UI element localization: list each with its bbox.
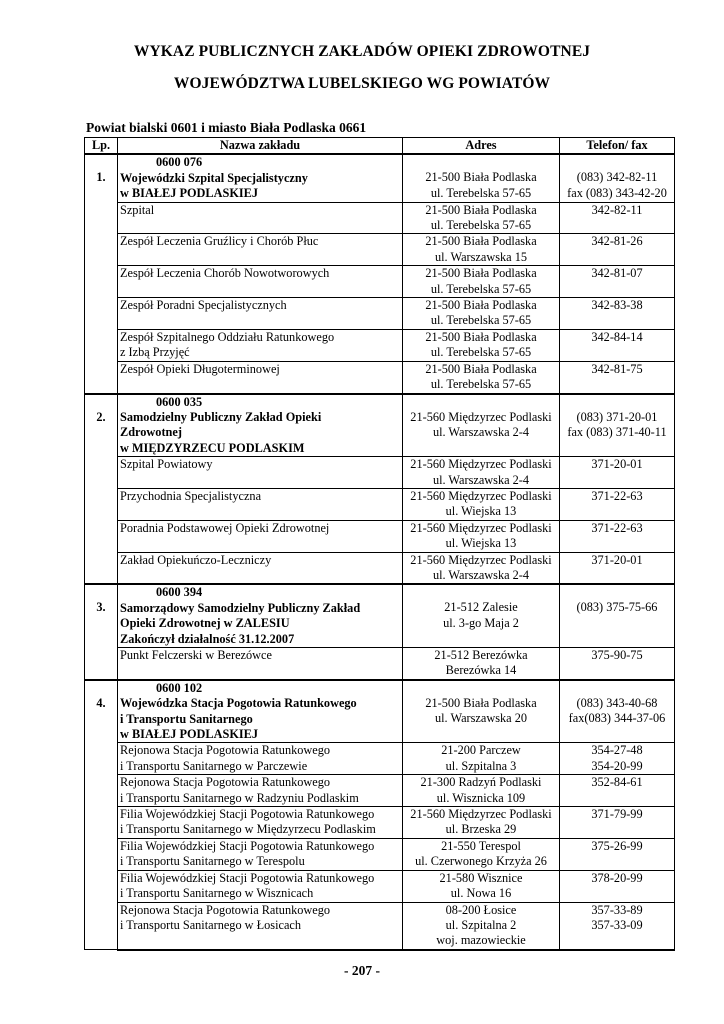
facility-phone-block	[562, 681, 672, 727]
unit-phone	[560, 743, 675, 775]
unit-name	[118, 902, 403, 950]
unit-address	[403, 743, 560, 775]
text-line: Zespół Opieki Długoterminowej	[120, 361, 280, 376]
text-line: i Transportu Sanitarnego w Radzyniu Podlaskim	[120, 790, 359, 805]
facility-address-block	[405, 585, 557, 631]
document-title-line2: WOJEWÓDZTWA LUBELSKIEGO WG POWIATÓW	[173, 75, 551, 92]
text-line: 21-550 Terespol	[441, 838, 521, 853]
text-line: 342-84-14	[591, 329, 643, 344]
table-body	[85, 154, 675, 949]
text-line: Zespół Leczenia Gruźlicy i Chorób Płuc	[120, 234, 319, 249]
text-line: ul. Terebelska 57-65	[430, 281, 532, 296]
document-title-line1: WYKAZ PUBLICZNYCH ZAKŁADÓW OPIEKI ZDROWOTNEJ	[133, 43, 591, 60]
text-line: 21-512 Zalesie	[444, 600, 518, 615]
unit-phone	[560, 457, 675, 489]
facility-address-block	[405, 155, 557, 201]
text-line: 21-500 Biała Podlaska	[425, 361, 537, 376]
facility-name	[118, 154, 403, 202]
facility-row	[85, 584, 675, 647]
text-line: Wojewódzka Stacja Pogotowia Ratunkowego	[120, 696, 357, 711]
unit-name	[118, 329, 403, 361]
unit-address	[403, 902, 560, 950]
unit-address	[403, 234, 560, 266]
text-line: i Transportu Sanitarnego w Terespolu	[120, 854, 305, 869]
unit-name	[118, 361, 403, 393]
text-line: 21-500 Biała Podlaska	[425, 695, 537, 710]
text-line: i Transportu Sanitarnego w Parczewie	[120, 758, 308, 773]
unit-row	[85, 361, 675, 393]
text-line: Opieki Zdrowotnej w ZALESIU	[120, 616, 290, 631]
text-line: 21-500 Biała Podlaska	[425, 329, 537, 344]
text-line: 342-81-07	[591, 266, 643, 281]
text-line: ul. Terebelska 57-65	[430, 185, 532, 200]
unit-row	[85, 266, 675, 298]
text-line: 21-500 Biała Podlaska	[425, 170, 537, 185]
facility-address-block	[405, 395, 557, 441]
unit-phone	[560, 648, 675, 680]
text-line: Zespół Szpitalnego Oddziału Ratunkowego	[120, 329, 335, 344]
table-header-row	[85, 138, 675, 155]
unit-name	[118, 457, 403, 489]
text-line: Rejonowa Stacja Pogotowia Ratunkowego	[120, 902, 331, 917]
unit-address	[403, 329, 560, 361]
text-line: fax (083) 343-42-20	[567, 185, 667, 200]
text-line: 371-20-01	[591, 552, 643, 567]
text-line: i Transportu Sanitarnego	[120, 711, 253, 726]
text-line: woj. mazowieckie	[436, 933, 526, 948]
facility-address	[403, 584, 560, 647]
facility-number	[85, 394, 118, 585]
unit-name	[118, 552, 403, 584]
text-line: i Transportu Sanitarnego w Międzyrzecu Podlaskim	[120, 822, 376, 837]
text-line: ul. Warszawska 2-4	[432, 567, 530, 582]
text-line: 21-500 Biała Podlaska	[425, 234, 537, 249]
facility-phone	[560, 584, 675, 647]
text-line: Samodzielny Publiczny Zakład Opieki	[120, 409, 322, 424]
unit-address	[403, 457, 560, 489]
unit-name	[118, 298, 403, 330]
text-line: Samorządowy Samodzielny Publiczny Zakład	[120, 600, 361, 615]
text-line: ul. Czerwonego Krzyża 26	[415, 854, 547, 869]
unit-phone	[560, 266, 675, 298]
unit-phone	[560, 488, 675, 520]
facility-row	[85, 154, 675, 202]
unit-row	[85, 329, 675, 361]
text-line: 371-22-63	[591, 488, 643, 503]
text-line: Przychodnia Specjalistyczna	[120, 488, 262, 503]
text-line: ul. Wiejska 13	[445, 536, 517, 551]
unit-phone	[560, 361, 675, 393]
facility-phone	[560, 680, 675, 743]
unit-row	[85, 902, 675, 950]
unit-row	[85, 520, 675, 552]
text-line: 21-560 Międzyrzec Podlaski	[410, 457, 552, 472]
text-line: 21-580 Wisznice	[439, 870, 523, 885]
unit-row	[85, 775, 675, 807]
unit-row	[85, 457, 675, 489]
text-line: 21-560 Międzyrzec Podlaski	[410, 409, 552, 424]
unit-name	[118, 743, 403, 775]
unit-address	[403, 520, 560, 552]
text-line: Szpital Powiatowy	[120, 457, 213, 472]
header-lp: Lp.	[85, 138, 118, 155]
unit-phone	[560, 902, 675, 950]
section-subtitle: Powiat bialski 0601 i miasto Biała Podlaska 0661	[86, 120, 367, 135]
facilities-table	[84, 137, 675, 951]
unit-address	[403, 552, 560, 584]
facility-phone	[560, 394, 675, 457]
text-line: 21-560 Międzyrzec Podlaski	[410, 807, 552, 822]
text-line: Filia Wojewódzkiej Stacji Pogotowia Ratunkowego	[120, 807, 375, 822]
text-line: Filia Wojewódzkiej Stacji Pogotowia Ratunkowego	[120, 838, 375, 853]
text-line: fax (083) 371-40-11	[567, 424, 667, 439]
text-line: Rejonowa Stacja Pogotowia Ratunkowego	[120, 775, 331, 790]
facility-number	[85, 584, 118, 679]
text-line: 342-82-11	[591, 202, 643, 217]
facility-code: 0600 102	[156, 680, 203, 695]
text-line: ul. Terebelska 57-65	[430, 377, 532, 392]
text-line: Punkt Felczerski w Berezówce	[120, 648, 272, 662]
unit-name	[118, 202, 403, 234]
facility-row	[85, 680, 675, 743]
unit-address	[403, 298, 560, 330]
text-line: 371-79-99	[591, 807, 643, 822]
text-line: Zdrowotnej	[120, 425, 182, 440]
unit-phone	[560, 807, 675, 839]
text-line: ul. Terebelska 57-65	[430, 345, 532, 360]
facility-phone-block	[562, 155, 672, 201]
text-line: ul. Szpitalna 2	[445, 917, 517, 932]
unit-phone	[560, 234, 675, 266]
unit-phone	[560, 552, 675, 584]
text-line: i Transportu Sanitarnego w Łosicach	[120, 917, 302, 932]
text-line: ul. Szpitalna 3	[445, 758, 517, 773]
text-line: ul. Wiejska 13	[445, 504, 517, 519]
text-line: i Transportu Sanitarnego w Wisznicach	[120, 886, 314, 901]
text-line: ul. Warszawska 2-4	[432, 472, 530, 487]
text-line: 371-20-01	[591, 457, 643, 472]
facility-phone	[560, 154, 675, 202]
text-line: ul. Warszawska 20	[434, 711, 527, 726]
text-line: 357-33-89	[591, 902, 643, 917]
text-line: (083) 342-82-11	[576, 170, 658, 185]
text-line: Zakład Opiekuńczo-Leczniczy	[120, 552, 272, 567]
text-line: w BIAŁEJ PODLASKIEJ	[120, 727, 259, 742]
header-address: Adres	[403, 138, 560, 155]
facility-phone-block	[562, 585, 672, 615]
text-line: 08-200 Łosice	[445, 902, 517, 917]
text-line: Zespół Poradni Specjalistycznych	[120, 298, 287, 313]
text-line: ul. Terebelska 57-65	[430, 313, 532, 328]
text-line: 357-33-09	[591, 917, 643, 932]
header-name: Nazwa zakładu	[118, 138, 403, 155]
text-line: Filia Wojewódzkiej Stacji Pogotowia Ratunkowego	[120, 870, 375, 885]
unit-address	[403, 838, 560, 870]
facility-address	[403, 154, 560, 202]
text-line: 21-560 Międzyrzec Podlaski	[410, 488, 552, 503]
facility-number-text: 3.	[96, 600, 106, 615]
text-line: 21-300 Radzyń Podlaski	[420, 775, 542, 790]
text-line: Berezówka 14	[445, 663, 517, 678]
text-line: 21-560 Międzyrzec Podlaski	[410, 552, 552, 567]
unit-row	[85, 870, 675, 902]
unit-phone	[560, 838, 675, 870]
text-line: Rejonowa Stacja Pogotowia Ratunkowego	[120, 743, 331, 758]
unit-name	[118, 775, 403, 807]
facility-code: 0600 394	[156, 585, 203, 600]
unit-row	[85, 807, 675, 839]
text-line: (083) 371-20-01	[576, 409, 658, 424]
text-line: Szpital	[120, 202, 155, 217]
facility-address-block	[405, 681, 557, 727]
text-line: (083) 375-75-66	[576, 600, 658, 615]
text-line: 21-560 Międzyrzec Podlaski	[410, 520, 552, 535]
facility-number	[85, 680, 118, 950]
text-line: ul. Warszawska 15	[434, 249, 527, 264]
text-line: Wojewódzki Szpital Specjalistyczny	[120, 170, 308, 185]
facility-number-text: 4.	[96, 695, 106, 710]
unit-phone	[560, 520, 675, 552]
unit-address	[403, 488, 560, 520]
text-line: Zespół Leczenia Chorób Nowotworowych	[120, 266, 330, 281]
text-line: ul. Warszawska 2-4	[432, 424, 530, 439]
text-line: ul. Brzeska 29	[445, 822, 517, 837]
facility-number-text: 1.	[96, 170, 106, 185]
text-line: ul. Terebelska 57-65	[430, 218, 532, 233]
unit-name	[118, 807, 403, 839]
text-line: w MIĘDZYRZECU PODLASKIM	[120, 440, 305, 455]
text-line: z Izbą Przyjęć	[120, 345, 190, 360]
text-line: 21-500 Biała Podlaska	[425, 202, 537, 217]
facility-name	[118, 584, 403, 647]
text-line: (083) 343-40-68	[576, 695, 658, 710]
unit-row	[85, 488, 675, 520]
unit-phone	[560, 329, 675, 361]
text-line: 354-20-99	[591, 758, 643, 773]
header-phone: Telefon/ fax	[560, 138, 675, 155]
unit-address	[403, 807, 560, 839]
text-line: 342-83-38	[591, 298, 643, 313]
unit-phone	[560, 775, 675, 807]
facility-code: 0600 035	[156, 394, 203, 409]
text-line: fax(083) 344-37-06	[568, 711, 666, 726]
facility-row	[85, 394, 675, 457]
unit-name	[118, 648, 403, 680]
unit-phone	[560, 298, 675, 330]
unit-name	[118, 838, 403, 870]
unit-row	[85, 552, 675, 584]
text-line: w BIAŁEJ PODLASKIEJ	[120, 186, 259, 201]
text-line: 378-20-99	[591, 870, 643, 885]
text-line: 352-84-61	[591, 775, 643, 790]
unit-address	[403, 266, 560, 298]
unit-address	[403, 870, 560, 902]
unit-address	[403, 202, 560, 234]
unit-address	[403, 648, 560, 680]
unit-name	[118, 234, 403, 266]
text-line: 21-500 Biała Podlaska	[425, 298, 537, 313]
text-line: Zakończył działalność 31.12.2007	[120, 631, 295, 646]
facility-name	[118, 394, 403, 457]
unit-row	[85, 202, 675, 234]
text-line: Poradnia Podstawowej Opieki Zdrowotnej	[120, 520, 330, 535]
facility-address	[403, 680, 560, 743]
facility-phone-block	[562, 395, 672, 441]
unit-row	[85, 743, 675, 775]
text-line: 354-27-48	[591, 743, 643, 758]
text-line: 375-26-99	[591, 838, 643, 853]
unit-address	[403, 775, 560, 807]
facility-code: 0600 076	[156, 155, 203, 170]
text-line: 21-200 Parczew	[441, 743, 521, 758]
facility-address	[403, 394, 560, 457]
unit-row	[85, 648, 675, 680]
unit-name	[118, 870, 403, 902]
text-line: 21-512 Berezówka	[434, 648, 528, 662]
text-line: ul. Nowa 16	[450, 886, 512, 901]
unit-phone	[560, 202, 675, 234]
unit-row	[85, 298, 675, 330]
facility-name	[118, 680, 403, 743]
text-line: ul. Wisznicka 109	[436, 790, 526, 805]
unit-address	[403, 361, 560, 393]
text-line: 375-90-75	[591, 648, 643, 662]
unit-name	[118, 266, 403, 298]
facility-number	[85, 154, 118, 393]
unit-row	[85, 234, 675, 266]
unit-name	[118, 520, 403, 552]
text-line: 342-81-75	[591, 361, 643, 376]
text-line: ul. 3-go Maja 2	[443, 615, 519, 630]
unit-phone	[560, 870, 675, 902]
unit-row	[85, 838, 675, 870]
text-line: 21-500 Biała Podlaska	[425, 266, 537, 281]
unit-name	[118, 488, 403, 520]
facility-number-text: 2.	[96, 409, 106, 424]
text-line: 371-22-63	[591, 520, 643, 535]
text-line: 342-81-26	[591, 234, 643, 249]
page-number: - 207 -	[344, 963, 380, 978]
